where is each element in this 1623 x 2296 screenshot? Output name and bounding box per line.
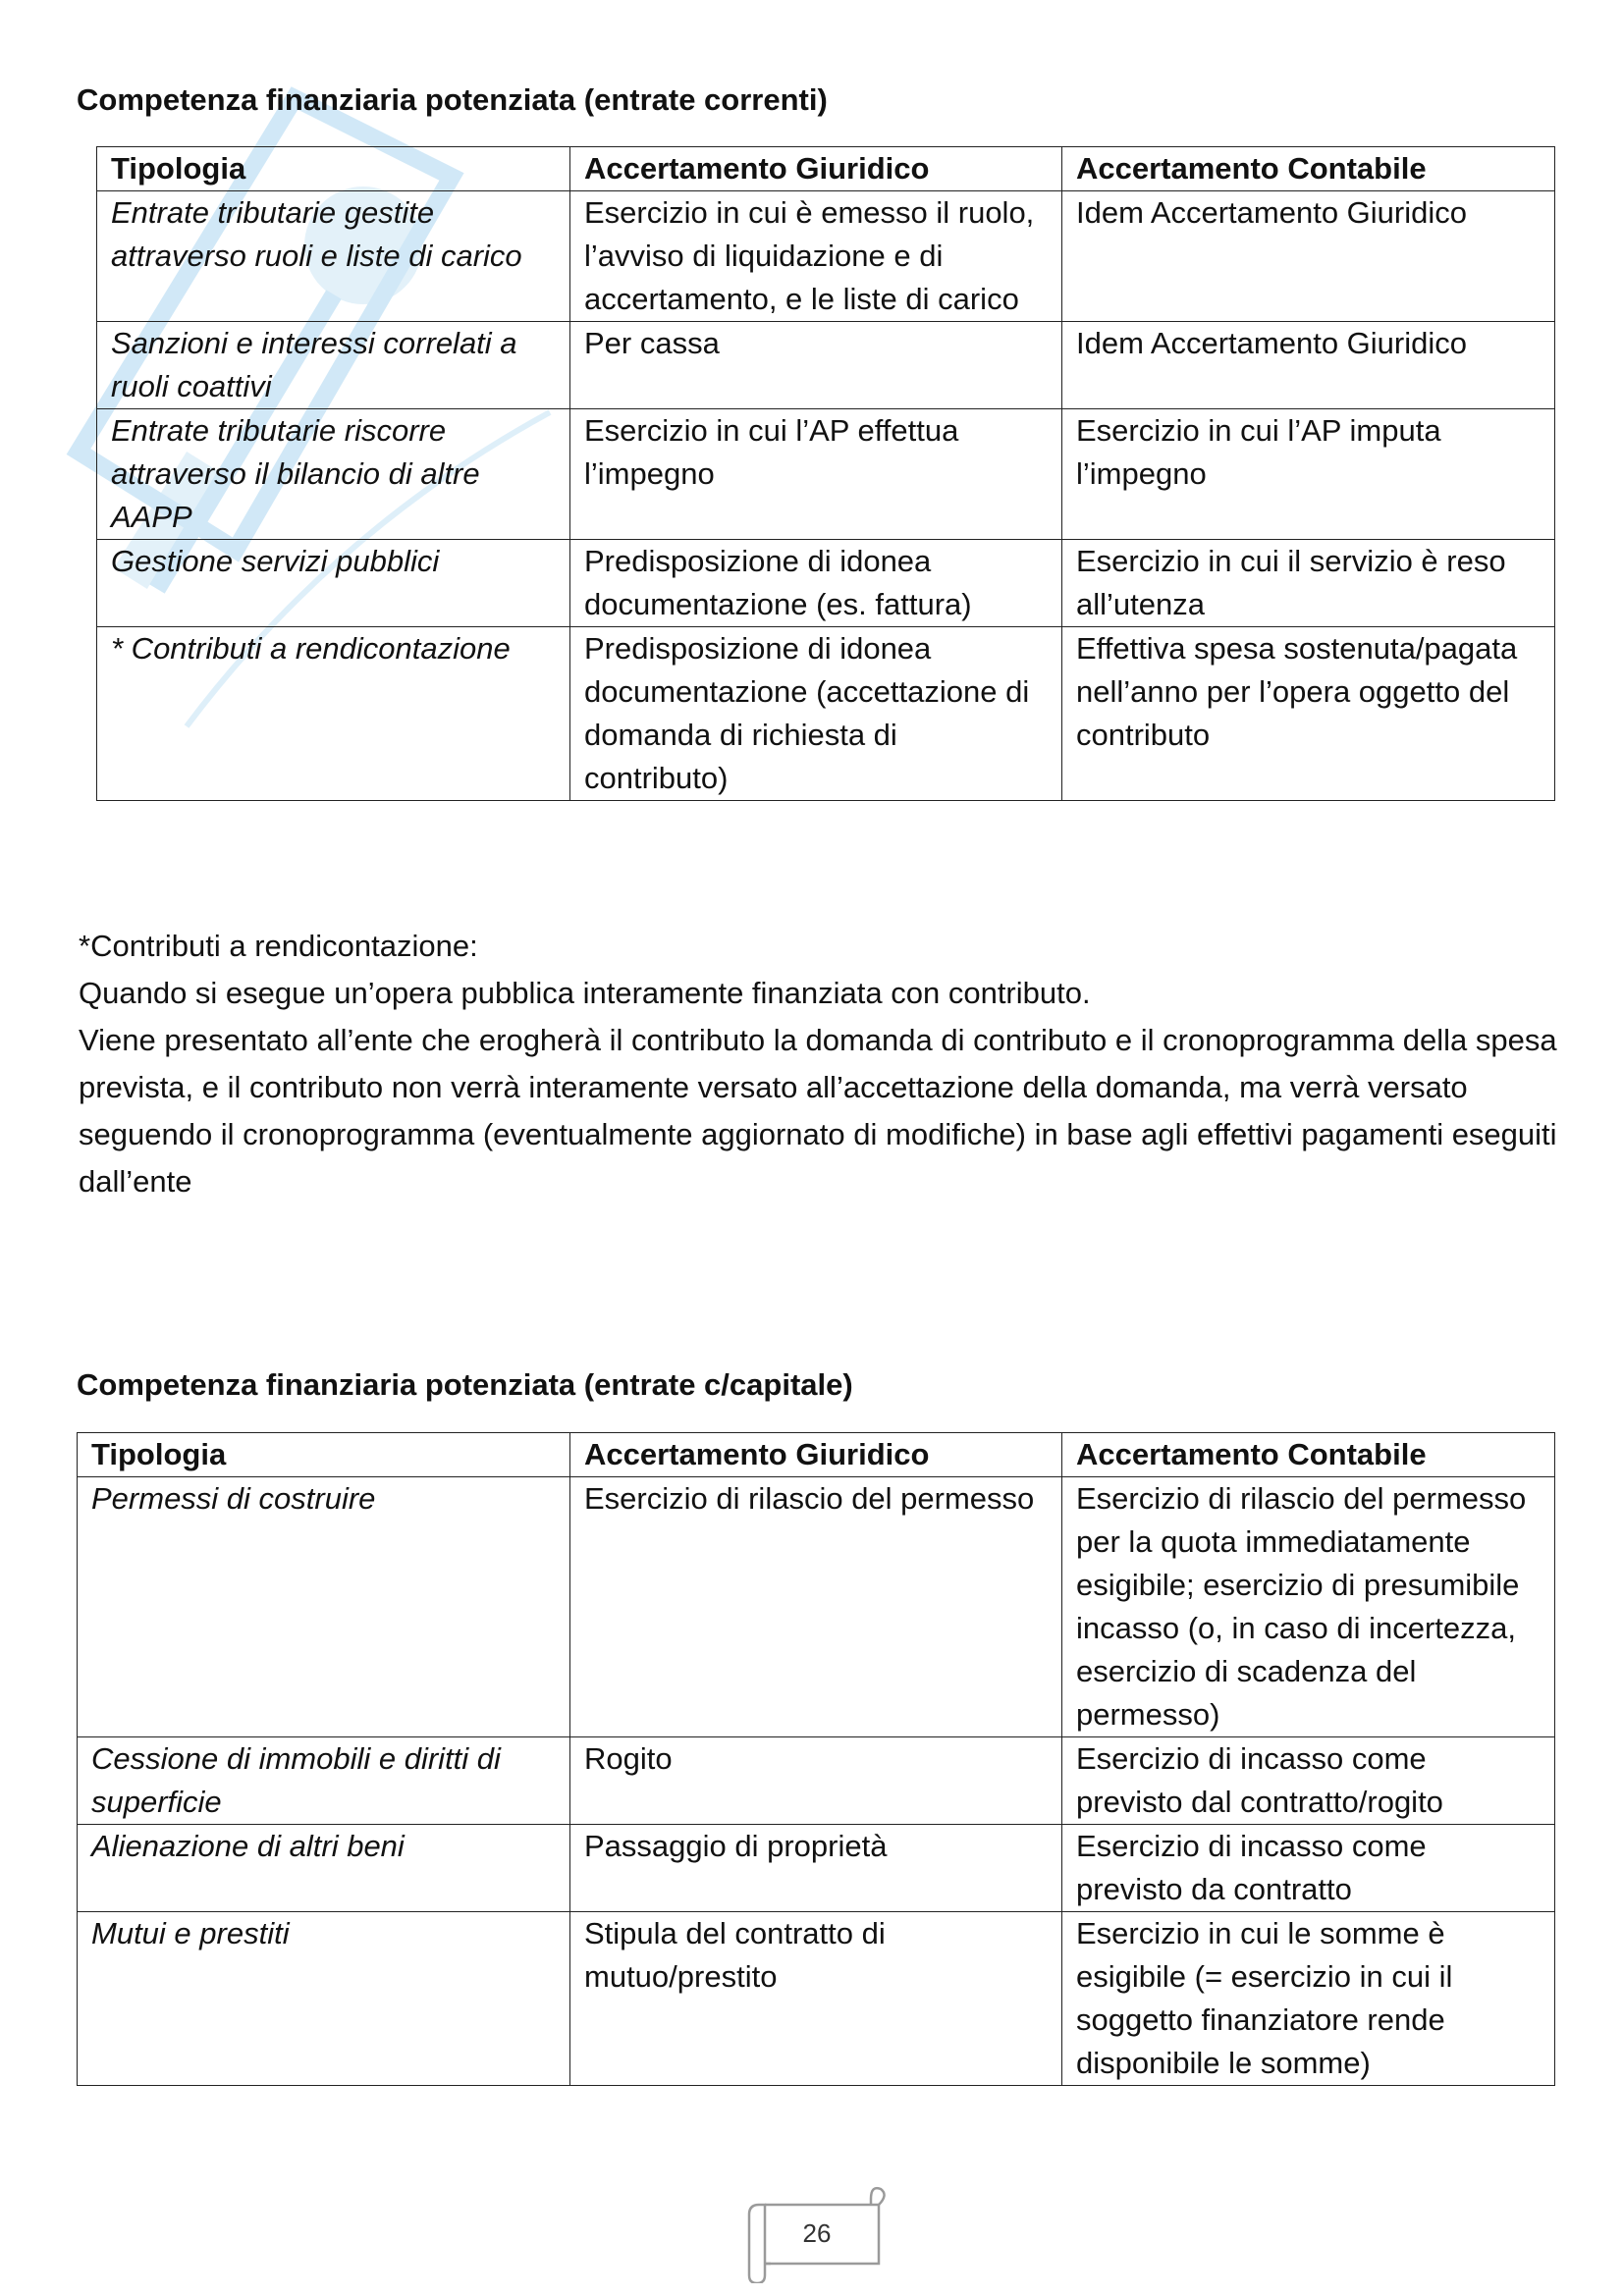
note-contributi-rendicontazione xyxy=(79,923,1571,1205)
cell-tipologia: Cessione di immobili e diritti di superficie xyxy=(78,1737,570,1825)
cell-tipologia: Gestione servizi pubblici xyxy=(97,540,570,627)
table-row xyxy=(97,540,1555,627)
cell-giuridico: Per cassa xyxy=(570,322,1062,409)
cell-tipologia: Alienazione di altri beni xyxy=(78,1825,570,1912)
table-entrate-correnti xyxy=(96,146,1555,801)
cell-tipologia: Permessi di costruire xyxy=(78,1477,570,1737)
cell-contabile: Esercizio in cui le somme è esigibile (= esercizio in cui il soggetto finanziatore rende disponibile le somme) xyxy=(1062,1912,1555,2086)
cell-tipologia: Mutui e prestiti xyxy=(78,1912,570,2086)
table-header-row xyxy=(78,1433,1555,1477)
cell-contabile: Effettiva spesa sostenuta/pagata nell’anno per l’opera oggetto del contributo xyxy=(1062,627,1555,801)
column-header-tipologia: Tipologia xyxy=(97,147,570,191)
cell-tipologia: Entrate tributarie gestite attraverso ruoli e liste di carico xyxy=(97,191,570,322)
cell-giuridico: Rogito xyxy=(570,1737,1062,1825)
cell-contabile: Esercizio in cui l’AP imputa l’impegno xyxy=(1062,409,1555,540)
table-row xyxy=(97,627,1555,801)
cell-giuridico: Predisposizione di idonea documentazione (es. fattura) xyxy=(570,540,1062,627)
column-header-accertamento-giuridico: Accertamento Giuridico xyxy=(570,1433,1062,1477)
cell-tipologia: Entrate tributarie riscorre attraverso il bilancio di altre AAPP xyxy=(97,409,570,540)
table-row xyxy=(78,1912,1555,2086)
table-row xyxy=(97,191,1555,322)
table-row xyxy=(78,1477,1555,1737)
cell-contabile: Esercizio di incasso come previsto dal contratto/rogito xyxy=(1062,1737,1555,1825)
cell-giuridico: Esercizio in cui l’AP effettua l’impegno xyxy=(570,409,1062,540)
note-heading: *Contributi a rendicontazione: xyxy=(79,929,478,963)
table-entrate-capitale xyxy=(77,1432,1555,2086)
cell-contabile: Idem Accertamento Giuridico xyxy=(1062,322,1555,409)
note-paragraph: Quando si esegue un’opera pubblica interamente finanziata con contributo. xyxy=(79,976,1091,1010)
cell-contabile: Esercizio in cui il servizio è reso all’utenza xyxy=(1062,540,1555,627)
column-header-tipologia: Tipologia xyxy=(78,1433,570,1477)
cell-contabile: Esercizio di rilascio del permesso per la quota immediatamente esigibile; esercizio di presumibile incasso (o, in caso di incertezza, esercizio di scadenza del permesso) xyxy=(1062,1477,1555,1737)
cell-giuridico: Predisposizione di idonea documentazione (accettazione di domanda di richiesta di contributo) xyxy=(570,627,1062,801)
page-number: 26 xyxy=(802,2218,832,2248)
column-header-accertamento-contabile: Accertamento Contabile xyxy=(1062,147,1555,191)
table-row xyxy=(78,1737,1555,1825)
cell-giuridico: Stipula del contratto di mutuo/prestito xyxy=(570,1912,1062,2086)
table-row xyxy=(78,1825,1555,1912)
cell-giuridico: Esercizio di rilascio del permesso xyxy=(570,1477,1062,1737)
page-footer xyxy=(743,2185,891,2283)
cell-tipologia: Sanzioni e interessi correlati a ruoli coattivi xyxy=(97,322,570,409)
cell-contabile: Esercizio di incasso come previsto da contratto xyxy=(1062,1825,1555,1912)
table-row xyxy=(97,409,1555,540)
column-header-accertamento-giuridico: Accertamento Giuridico xyxy=(570,147,1062,191)
cell-giuridico: Esercizio in cui è emesso il ruolo, l’avviso di liquidazione e di accertamento, e le liste di carico xyxy=(570,191,1062,322)
table-header-row xyxy=(97,147,1555,191)
note-paragraph: Viene presentato all’ente che erogherà il contributo la domanda di contributo e il cronoprogramma della spesa prevista, e il contributo non verrà interamente versato all’accettazione della domanda, ma verrà versato seguendo il cronoprogramma (eventualmente aggiornato di modifiche) in base agli effettivi pagamenti eseguiti dall’ente xyxy=(79,1023,1557,1199)
cell-tipologia: * Contributi a rendicontazione xyxy=(97,627,570,801)
section-title-entrate-correnti: Competenza finanziaria potenziata (entrate correnti) xyxy=(77,82,828,117)
column-header-accertamento-contabile: Accertamento Contabile xyxy=(1062,1433,1555,1477)
cell-contabile: Idem Accertamento Giuridico xyxy=(1062,191,1555,322)
section-title-entrate-capitale: Competenza finanziaria potenziata (entrate c/capitale) xyxy=(77,1367,853,1402)
cell-giuridico: Passaggio di proprietà xyxy=(570,1825,1062,1912)
table-row xyxy=(97,322,1555,409)
